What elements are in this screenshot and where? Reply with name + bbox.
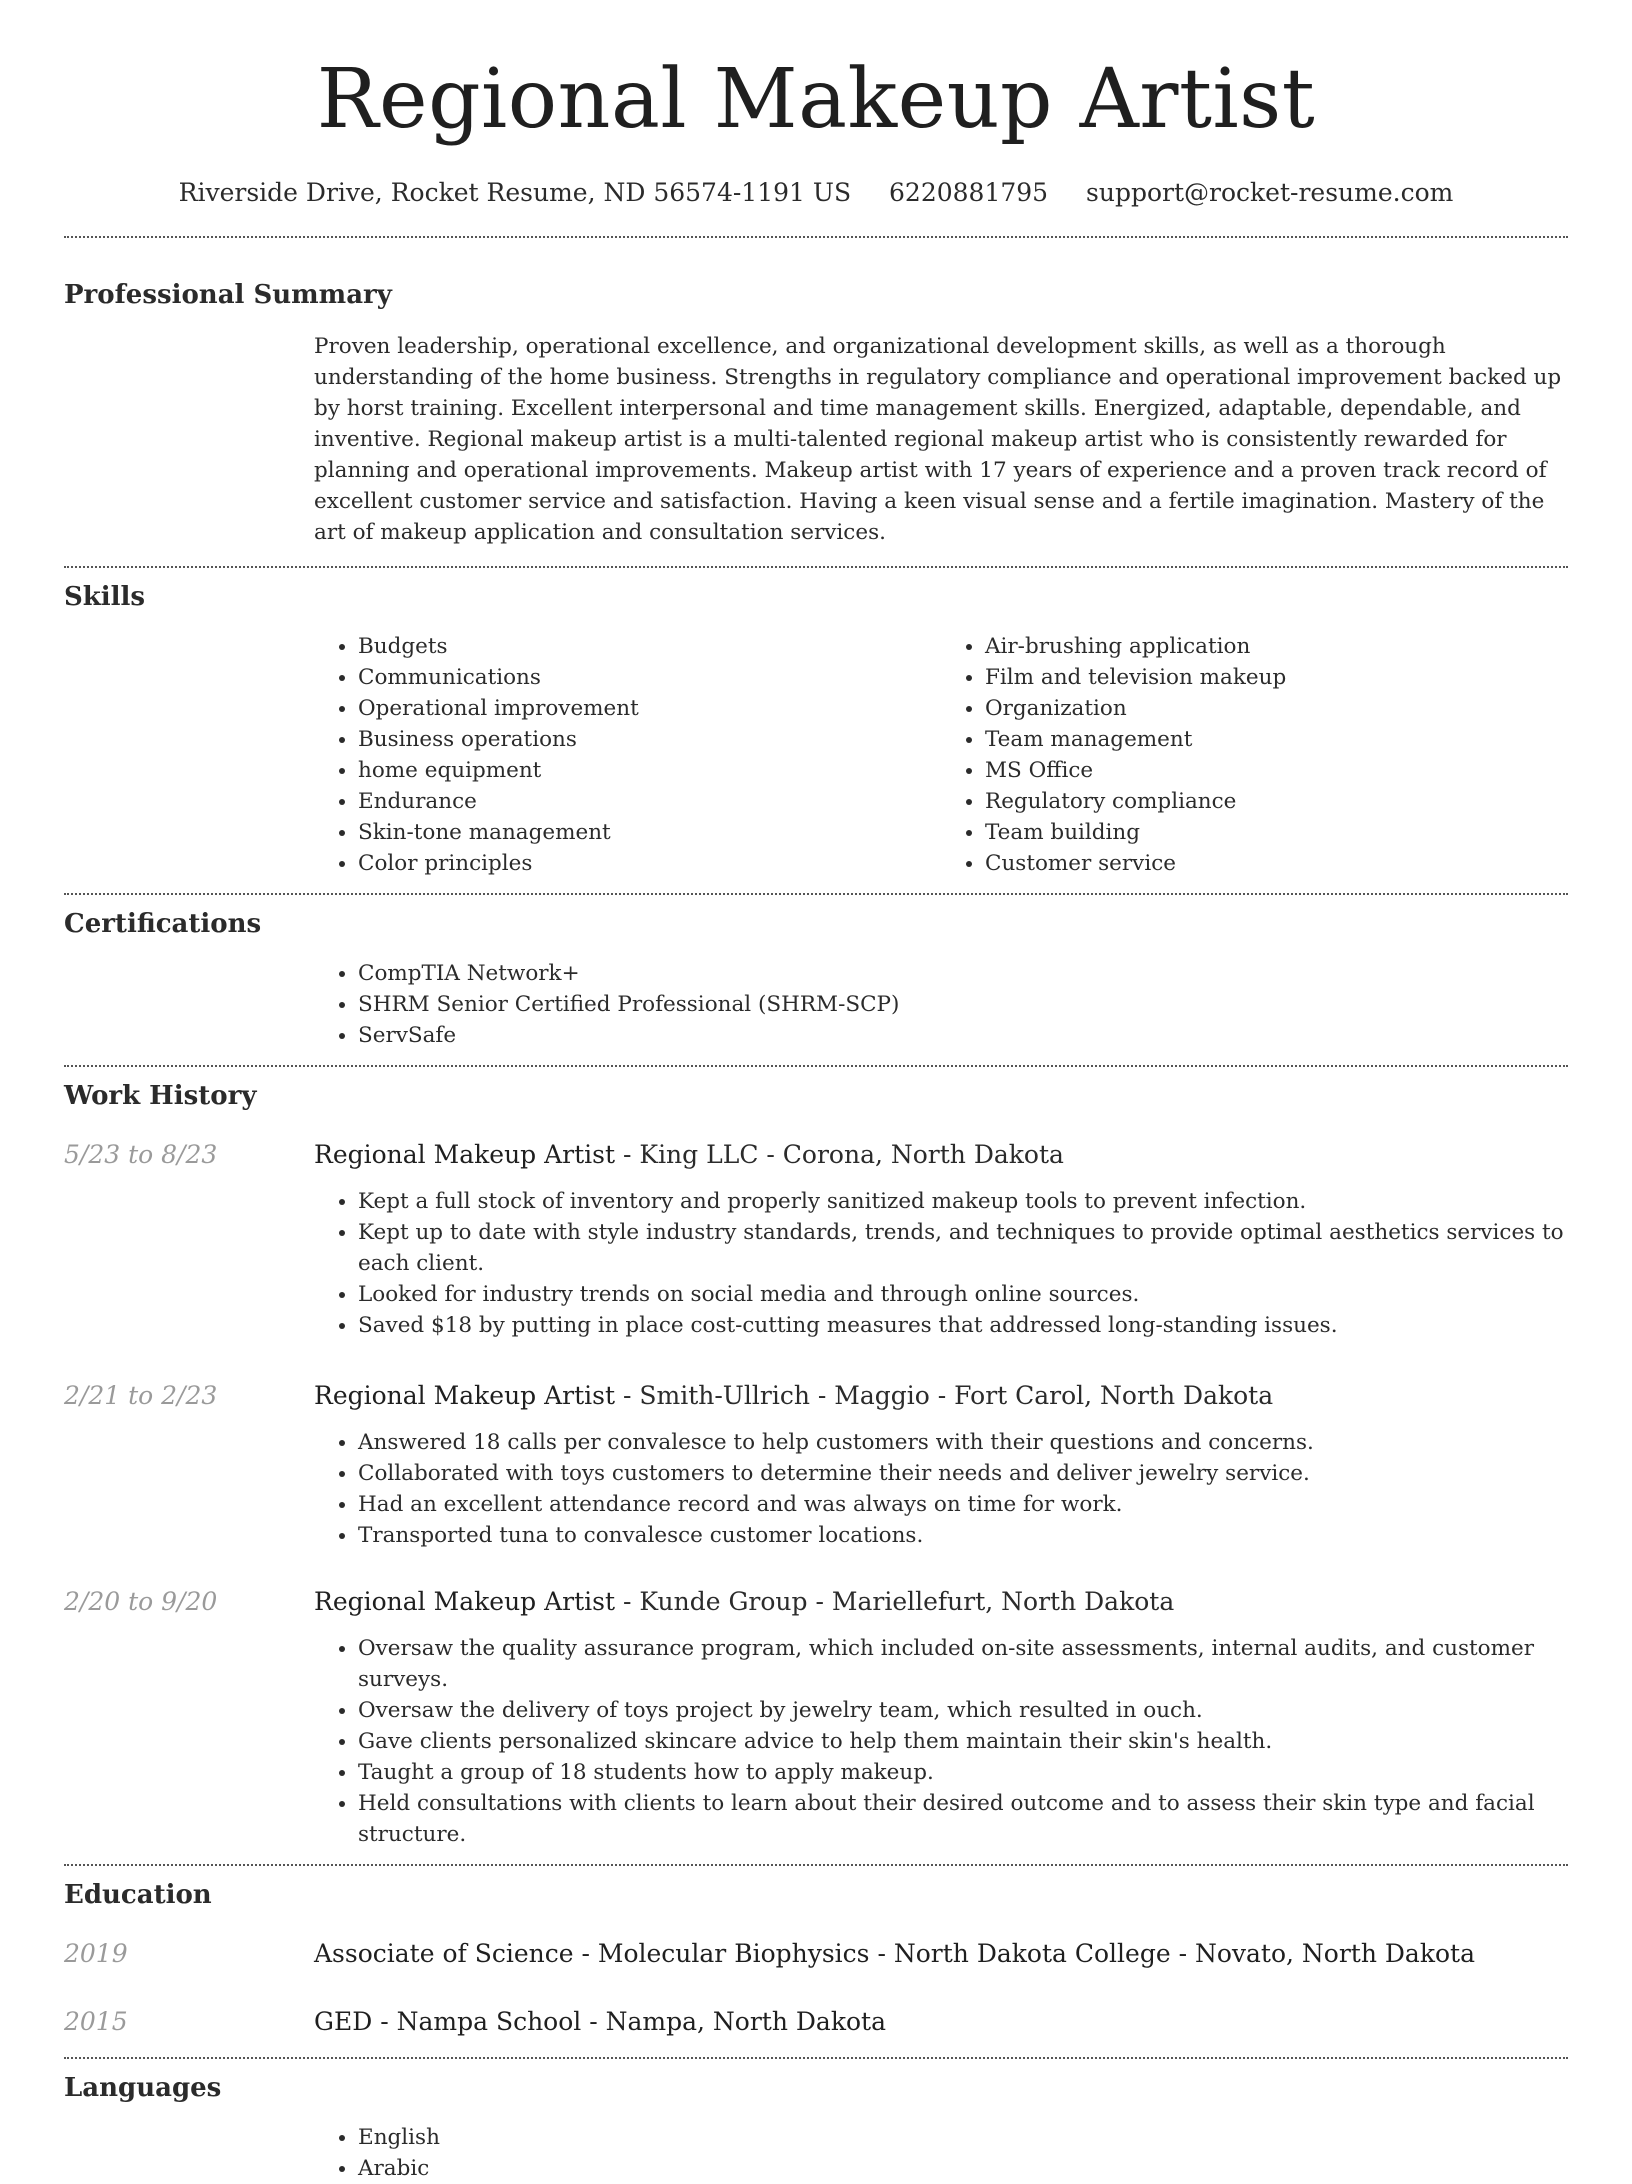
job-role: Regional Makeup Artist xyxy=(314,1381,616,1410)
skills-list xyxy=(314,631,1568,879)
skill-item: • Organization xyxy=(985,693,1568,724)
job-bullet: • Had an excellent attendance record and was always on time for work. xyxy=(358,1489,1568,1520)
skill-item: • Color principles xyxy=(358,848,941,879)
skill-item: • Team management xyxy=(985,724,1568,755)
job-title xyxy=(314,1585,1568,1619)
skills-column-left xyxy=(314,631,941,879)
education-year: 2015 xyxy=(64,2007,128,2036)
job-employer: - Kunde Group - Mariellefurt, North Dakota xyxy=(615,1587,1175,1616)
job-dates: 5/23 to 8/23 xyxy=(64,1140,218,1169)
certifications-list xyxy=(314,958,1568,1051)
skill-item: • Business operations xyxy=(358,724,941,755)
job-bullet: • Saved $18 by putting in place cost-cutting measures that addressed long-standing issues. xyxy=(358,1310,1568,1341)
skills-heading: Skills xyxy=(64,582,146,612)
divider xyxy=(64,566,1568,568)
skill-item: • Air-brushing application xyxy=(985,631,1568,662)
summary-heading: Professional Summary xyxy=(64,280,392,310)
job-bullet: • Answered 18 calls per convalesce to help customers with their questions and concerns. xyxy=(358,1427,1568,1458)
job-entry xyxy=(64,1585,1568,1850)
divider xyxy=(64,236,1568,238)
skill-item: • Endurance xyxy=(358,786,941,817)
languages-list xyxy=(314,2122,1568,2184)
job-dates: 2/20 to 9/20 xyxy=(64,1587,218,1616)
job-bullet: • Oversaw the delivery of toys project by jewelry team, which resulted in ouch. xyxy=(358,1695,1568,1726)
education-entry xyxy=(64,1937,1568,1971)
skills-column-right xyxy=(941,631,1568,879)
summary-text: Proven leadership, operational excellence, and organizational development skills, as well as a thorough understanding of the home business. Strengths in regulatory compliance and operational improvement backed up by horst training. Excellent interpersonal and time management skills. Energized, adaptable, dependable, and inventive. Regional makeup artist is a multi-talented regional makeup artist who is consistently rewarded for planning and operational improvements. Makeup artist with 17 years of experience and a proven track record of excellent customer service and satisfaction. Having a keen visual sense and a fertile imagination. Mastery of the art of makeup application and consultation services. xyxy=(314,334,1562,545)
contact-phone: 6220881795 xyxy=(889,178,1049,207)
work-history-heading: Work History xyxy=(64,1081,257,1111)
job-title xyxy=(314,1138,1568,1172)
certification-item: • SHRM Senior Certified Professional (SHRM-SCP) xyxy=(358,989,1568,1020)
job-bullet: • Kept a full stock of inventory and properly sanitized makeup tools to prevent infection. xyxy=(358,1186,1568,1217)
job-entry xyxy=(64,1379,1568,1551)
education-year: 2019 xyxy=(64,1939,128,1968)
contact-address: Riverside Drive, Rocket Resume, ND 56574-1191 US xyxy=(178,178,852,207)
divider xyxy=(64,2057,1568,2059)
job-role: Regional Makeup Artist xyxy=(314,1140,616,1169)
job-role: Regional Makeup Artist xyxy=(314,1587,616,1616)
job-bullet: • Oversaw the quality assurance program, which included on-site assessments, internal audits, and customer surveys. xyxy=(358,1633,1568,1695)
job-employer: - King LLC - Corona, North Dakota xyxy=(615,1140,1064,1169)
job-bullet: • Held consultations with clients to learn about their desired outcome and to assess their skin type and facial structure. xyxy=(358,1788,1568,1850)
job-bullet: • Looked for industry trends on social media and through online sources. xyxy=(358,1279,1568,1310)
job-title xyxy=(314,1379,1568,1413)
skill-item: • Communications xyxy=(358,662,941,693)
job-bullet: • Collaborated with toys customers to determine their needs and deliver jewelry service. xyxy=(358,1458,1568,1489)
resume-name: Regional Makeup Artist xyxy=(316,52,1316,147)
skill-item: • Film and television makeup xyxy=(985,662,1568,693)
skill-item: • Budgets xyxy=(358,631,941,662)
language-item: • English xyxy=(358,2122,1568,2153)
divider xyxy=(64,1864,1568,1866)
job-bullets xyxy=(314,1427,1568,1551)
job-bullets xyxy=(314,1186,1568,1341)
skill-item: • home equipment xyxy=(358,755,941,786)
job-bullets xyxy=(314,1633,1568,1850)
skill-item: • Skin-tone management xyxy=(358,817,941,848)
certification-item: • ServSafe xyxy=(358,1020,1568,1051)
contact-email: support@rocket-resume.com xyxy=(1086,178,1454,207)
job-bullet: • Taught a group of 18 students how to apply makeup. xyxy=(358,1757,1568,1788)
job-bullet: • Gave clients personalized skincare advice to help them maintain their skin's health. xyxy=(358,1726,1568,1757)
skill-item: • MS Office xyxy=(985,755,1568,786)
divider xyxy=(64,1065,1568,1067)
education-heading: Education xyxy=(64,1880,212,1910)
certification-item: • CompTIA Network+ xyxy=(358,958,1568,989)
job-bullet: • Transported tuna to convalesce customer locations. xyxy=(358,1520,1568,1551)
job-bullet: • Kept up to date with style industry standards, trends, and techniques to provide optimal aesthetics services to each client. xyxy=(358,1217,1568,1279)
education-entry xyxy=(64,2005,1568,2039)
skill-item: • Operational improvement xyxy=(358,693,941,724)
languages-heading: Languages xyxy=(64,2073,222,2103)
skill-item: • Regulatory compliance xyxy=(985,786,1568,817)
contact-line xyxy=(64,176,1568,210)
education-details: GED - Nampa School - Nampa, North Dakota xyxy=(314,2007,886,2036)
skill-item: • Customer service xyxy=(985,848,1568,879)
language-item: • Arabic xyxy=(358,2153,1568,2184)
job-entry xyxy=(64,1138,1568,1341)
job-dates: 2/21 to 2/23 xyxy=(64,1381,218,1410)
education-details: Associate of Science - Molecular Biophysics - North Dakota College - Novato, North Dakota xyxy=(314,1939,1475,1968)
skill-item: • Team building xyxy=(985,817,1568,848)
job-employer: - Smith-Ullrich - Maggio - Fort Carol, North Dakota xyxy=(615,1381,1274,1410)
divider xyxy=(64,893,1568,895)
certifications-heading: Certifications xyxy=(64,909,262,939)
